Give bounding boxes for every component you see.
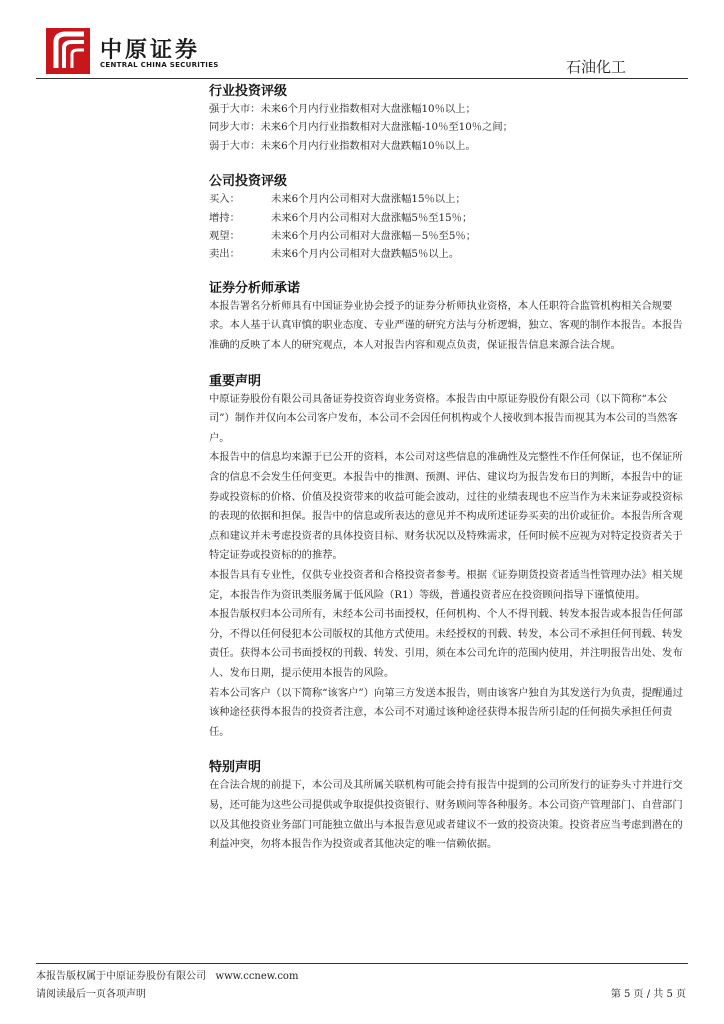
rating-text: 未来6个月内公司相对大盘涨幅－5％至5％； (271, 230, 476, 243)
copyright-text: 本报告版权属于中原证券股份有限公司 (36, 971, 206, 982)
statement-paragraph: 本报告具有专业性，仅供专业投资者和合格投资者参考。根据《证券期货投资者适当性管理办法》相关规定，本报告作为资讯类服务属于低风险（R1）等级，普通投资者应在投资顾问指导下谨慎使用。 (209, 568, 683, 601)
important-statement-title: 重要声明 (209, 373, 262, 389)
company-rating-item (209, 227, 687, 245)
industry-rating-item: 同步大市：未来6个月内行业指数相对大盘涨幅-10％至10％之间； (209, 121, 513, 134)
report-body (209, 80, 687, 855)
company-rating-item (209, 245, 687, 263)
statement-paragraph: 中原证券股份有限公司具备证券投资咨询业务资格。本报告由中原证券股份有限公司（以下简称“本公司”）制作并仅向本公司客户发布，本公司不会因任何机构或个人接收到本报告而视其为本公司的当然客户。 (209, 392, 678, 444)
industry-rating-title: 行业投资评级 (209, 84, 288, 99)
rating-label: 买入： (209, 193, 240, 206)
footer-notice: 请阅读最后一页各项声明 (36, 989, 146, 1000)
analyst-commitment-title: 证券分析师承诺 (209, 280, 301, 296)
company-rating-item (209, 209, 687, 227)
special-statement-title: 特别声明 (209, 760, 262, 776)
central-china-securities-logo-icon (46, 28, 90, 74)
industry-rating-list (209, 100, 687, 155)
footer-divider (36, 963, 688, 964)
rating-text: 未来6个月内公司相对大盘涨幅15％以上； (271, 193, 466, 206)
rating-text: 未来6个月内公司相对大盘跌幅5％以上。 (271, 248, 460, 261)
brand-name-en: CENTRAL CHINA SECURITIES (100, 61, 219, 69)
analyst-commitment-text: 本报告署名分析师具有中国证券业协会授予的证券分析师执业资格，本人任职符合监管机构相关合规要求。本人基于认真审慎的职业态度、专业严谨的研究方法与分析逻辑，独立、客观的制作本报告。本报告准确的反映了本人的研究观点，本人对报告内容和观点负责，保证报告信息来源合法合规。 (209, 299, 683, 352)
special-statement-text: 在合法合规的前提下，本公司及其所属关联机构可能会持有报告中提到的公司所发行的证券头寸并进行交易，还可能为这些公司提供或争取提供投资银行、财务顾问等各种服务。本公司资产管理部门、自营部门以及其他投资业务部门可能独立做出与本报告意见或者建议不一致的投资决策。投资者应当考虑到潜在的利益冲突，勿将本报告作为投资或者其他决定的唯一信赖依据。 (209, 779, 683, 851)
rating-label: 观望： (209, 230, 240, 243)
company-rating-item (209, 190, 687, 208)
statement-paragraph: 本报告版权归本公司所有，未经本公司书面授权，任何机构、个人不得刊载、转发本报告或本报告任何部分，不得以任何侵犯本公司版权的其他方式使用。未经授权的刊载、转发，本公司不承担任何刊载、转发责任。获得本公司书面授权的刊载、转发、引用，须在本公司允许的范围内使用，并注明报告出处、发布人、发布日期，提示使用本报告的风险。 (209, 608, 683, 679)
company-rating-title: 公司投资评级 (209, 174, 288, 190)
header-divider (36, 78, 688, 79)
rating-text: 未来6个月内公司相对大盘涨幅5％至15％； (271, 211, 473, 224)
website-link[interactable]: www.ccnew.com (215, 971, 299, 982)
footer-copyright (36, 967, 298, 982)
rating-label: 增持： (209, 211, 240, 224)
brand-name-cn: 中原证券 (100, 38, 201, 63)
industry-rating-item: 弱于大市：未来6个月内行业指数相对大盘跌幅10％以上。 (209, 139, 476, 152)
page-header (0, 0, 724, 80)
statement-paragraph: 若本公司客户（以下简称“该客户”）向第三方发送本报告，则由该客户独自为其发送行为负责，提醒通过该种途径获得本报告的投资者注意，本公司不对通过该种途径获得本报告所引起的任何损失承担任何责任。 (209, 686, 683, 738)
company-rating-list (209, 190, 687, 264)
page-number: 第 5 页 / 共 5 页 (610, 989, 686, 1000)
industry-rating-item: 强于大市：未来6个月内行业指数相对大盘涨幅10％以上； (209, 103, 476, 115)
rating-label: 卖出： (209, 248, 240, 261)
important-statement-body (209, 390, 687, 743)
statement-paragraph: 本报告中的信息均来源于已公开的资料，本公司对这些信息的准确性及完整性不作任何保证，也不保证所含的信息不会发生任何变更。本报告中的推测、预测、评估、建议均为报告发布日的判断，本报告中的证券或投资标的价格、价值及投资带来的收益可能会波动，过往的业绩表现也不应当作为未来证券或投资标的表现的依据和担保。报告中的信息或所表达的意见并不构成所述证券买卖的出价或征价。本报告所含观点和建议并未考虑投资者的具体投资目标、财务状况以及特殊需求，任何时候不应视为对特定投资者关于特定证券或投资标的的推荐。 (209, 451, 683, 562)
sector-label: 石油化工 (566, 58, 627, 76)
